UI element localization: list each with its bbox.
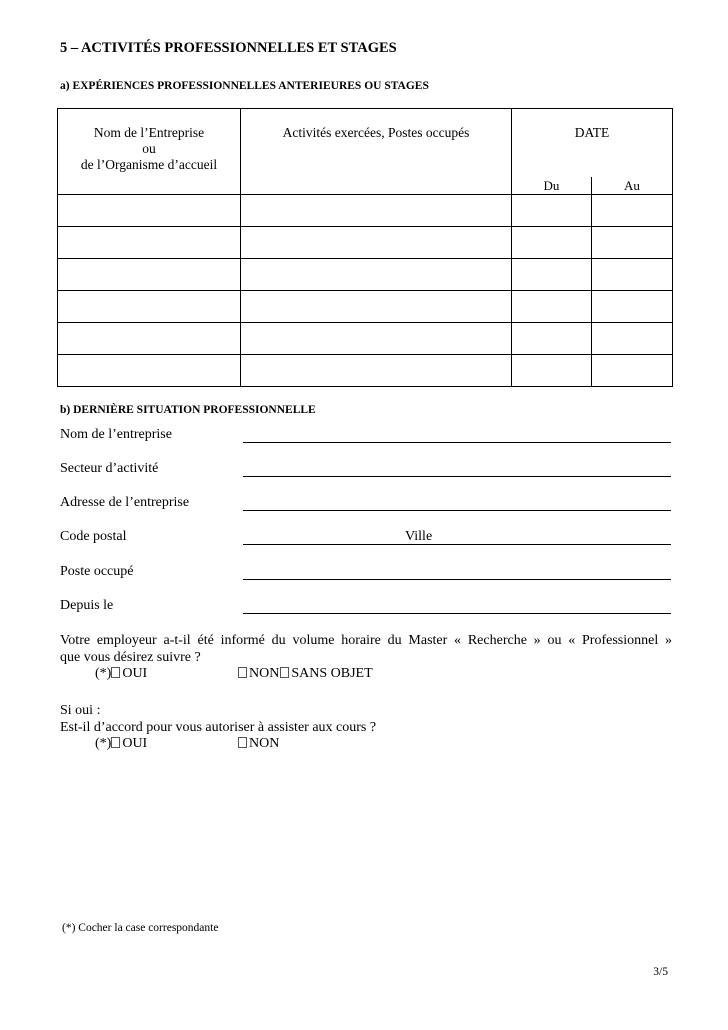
experience-table <box>57 108 673 387</box>
cell-du[interactable] <box>512 227 592 259</box>
page-number: 3/5 <box>653 966 668 978</box>
q2-non-checkbox[interactable] <box>238 737 247 748</box>
cell-du[interactable] <box>512 323 592 355</box>
question2-si-oui: Si oui : <box>60 703 101 718</box>
table-row <box>58 355 673 387</box>
field-line-secteur[interactable] <box>243 476 671 477</box>
header-du: Du <box>512 177 592 195</box>
cell-activities[interactable] <box>241 323 512 355</box>
cell-du[interactable] <box>512 195 592 227</box>
label-ville: Ville <box>405 529 433 544</box>
header-enterprise-line2: ou <box>142 141 156 156</box>
cell-activities[interactable] <box>241 195 512 227</box>
field-line-code-postal-ville[interactable] <box>243 544 671 545</box>
cell-du[interactable] <box>512 259 592 291</box>
label-poste: Poste occupé <box>60 564 134 579</box>
table-row <box>58 227 673 259</box>
header-enterprise-line1: Nom de l’Entreprise <box>93 125 205 140</box>
field-line-nom-entreprise[interactable] <box>243 442 671 443</box>
cell-au[interactable] <box>592 259 673 291</box>
table-row <box>58 259 673 291</box>
field-line-adresse[interactable] <box>243 510 671 511</box>
cell-au[interactable] <box>592 195 673 227</box>
header-enterprise-line3: de l’Organisme d’accueil <box>80 157 218 172</box>
cell-au[interactable] <box>592 227 673 259</box>
field-line-depuis[interactable] <box>243 613 671 614</box>
label-depuis: Depuis le <box>60 598 114 613</box>
cell-du[interactable] <box>512 291 592 323</box>
table-row <box>58 291 673 323</box>
label-adresse: Adresse de l’entreprise <box>60 495 190 510</box>
q1-non-checkbox[interactable] <box>238 667 247 678</box>
q1-sans-objet-checkbox[interactable] <box>280 667 289 678</box>
section-title: 5 – ACTIVITÉS PROFESSIONNELLES ET STAGES <box>60 40 397 56</box>
cell-au[interactable] <box>592 291 673 323</box>
q1-prefix: (*) <box>95 666 112 681</box>
q2-oui-label: OUI <box>122 736 148 751</box>
cell-enterprise[interactable] <box>58 259 241 291</box>
q1-oui-label: OUI <box>122 666 148 681</box>
header-au: Au <box>592 177 673 195</box>
cell-au[interactable] <box>592 355 673 387</box>
label-secteur: Secteur d’activité <box>60 461 159 476</box>
cell-enterprise[interactable] <box>58 323 241 355</box>
table-row <box>58 195 673 227</box>
cell-enterprise[interactable] <box>58 291 241 323</box>
footnote: (*) Cocher la case correspondante <box>62 922 219 934</box>
cell-activities[interactable] <box>241 355 512 387</box>
question1-line2: que vous désirez suivre ? <box>60 650 201 665</box>
q2-non-label: NON <box>249 736 280 751</box>
question1-line1: Votre employeur a-t-il été informé du volume horaire du Master « Recherche » ou « Professionnel » <box>60 633 672 648</box>
q1-option-non[interactable] <box>238 666 373 682</box>
q2-option-non[interactable] <box>238 736 279 752</box>
cell-activities[interactable] <box>241 259 512 291</box>
q2-option-oui[interactable] <box>95 736 147 752</box>
q1-non-label: NON <box>249 666 280 681</box>
label-nom-entreprise: Nom de l’entreprise <box>60 427 172 442</box>
label-code-postal: Code postal <box>60 529 127 544</box>
q2-prefix: (*) <box>95 736 112 751</box>
table-row <box>58 323 673 355</box>
q2-oui-checkbox[interactable] <box>111 737 120 748</box>
cell-activities[interactable] <box>241 227 512 259</box>
header-date: DATE <box>512 109 673 178</box>
subsection-b-title: b) DERNIÈRE SITUATION PROFESSIONNELLE <box>60 404 316 416</box>
header-activities: Activités exercées, Postes occupés <box>241 109 512 195</box>
q1-oui-checkbox[interactable] <box>111 667 120 678</box>
cell-du[interactable] <box>512 355 592 387</box>
cell-enterprise[interactable] <box>58 195 241 227</box>
q1-sans-objet-label: SANS OBJET <box>291 666 373 681</box>
header-enterprise <box>58 109 241 195</box>
q1-option-oui[interactable] <box>95 666 147 682</box>
field-line-poste[interactable] <box>243 579 671 580</box>
cell-au[interactable] <box>592 323 673 355</box>
subsection-a-title: a) EXPÉRIENCES PROFESSIONNELLES ANTERIEURES OU STAGES <box>60 80 429 92</box>
cell-enterprise[interactable] <box>58 227 241 259</box>
cell-activities[interactable] <box>241 291 512 323</box>
question2-line: Est-il d’accord pour vous autoriser à assister aux cours ? <box>60 720 377 735</box>
cell-enterprise[interactable] <box>58 355 241 387</box>
